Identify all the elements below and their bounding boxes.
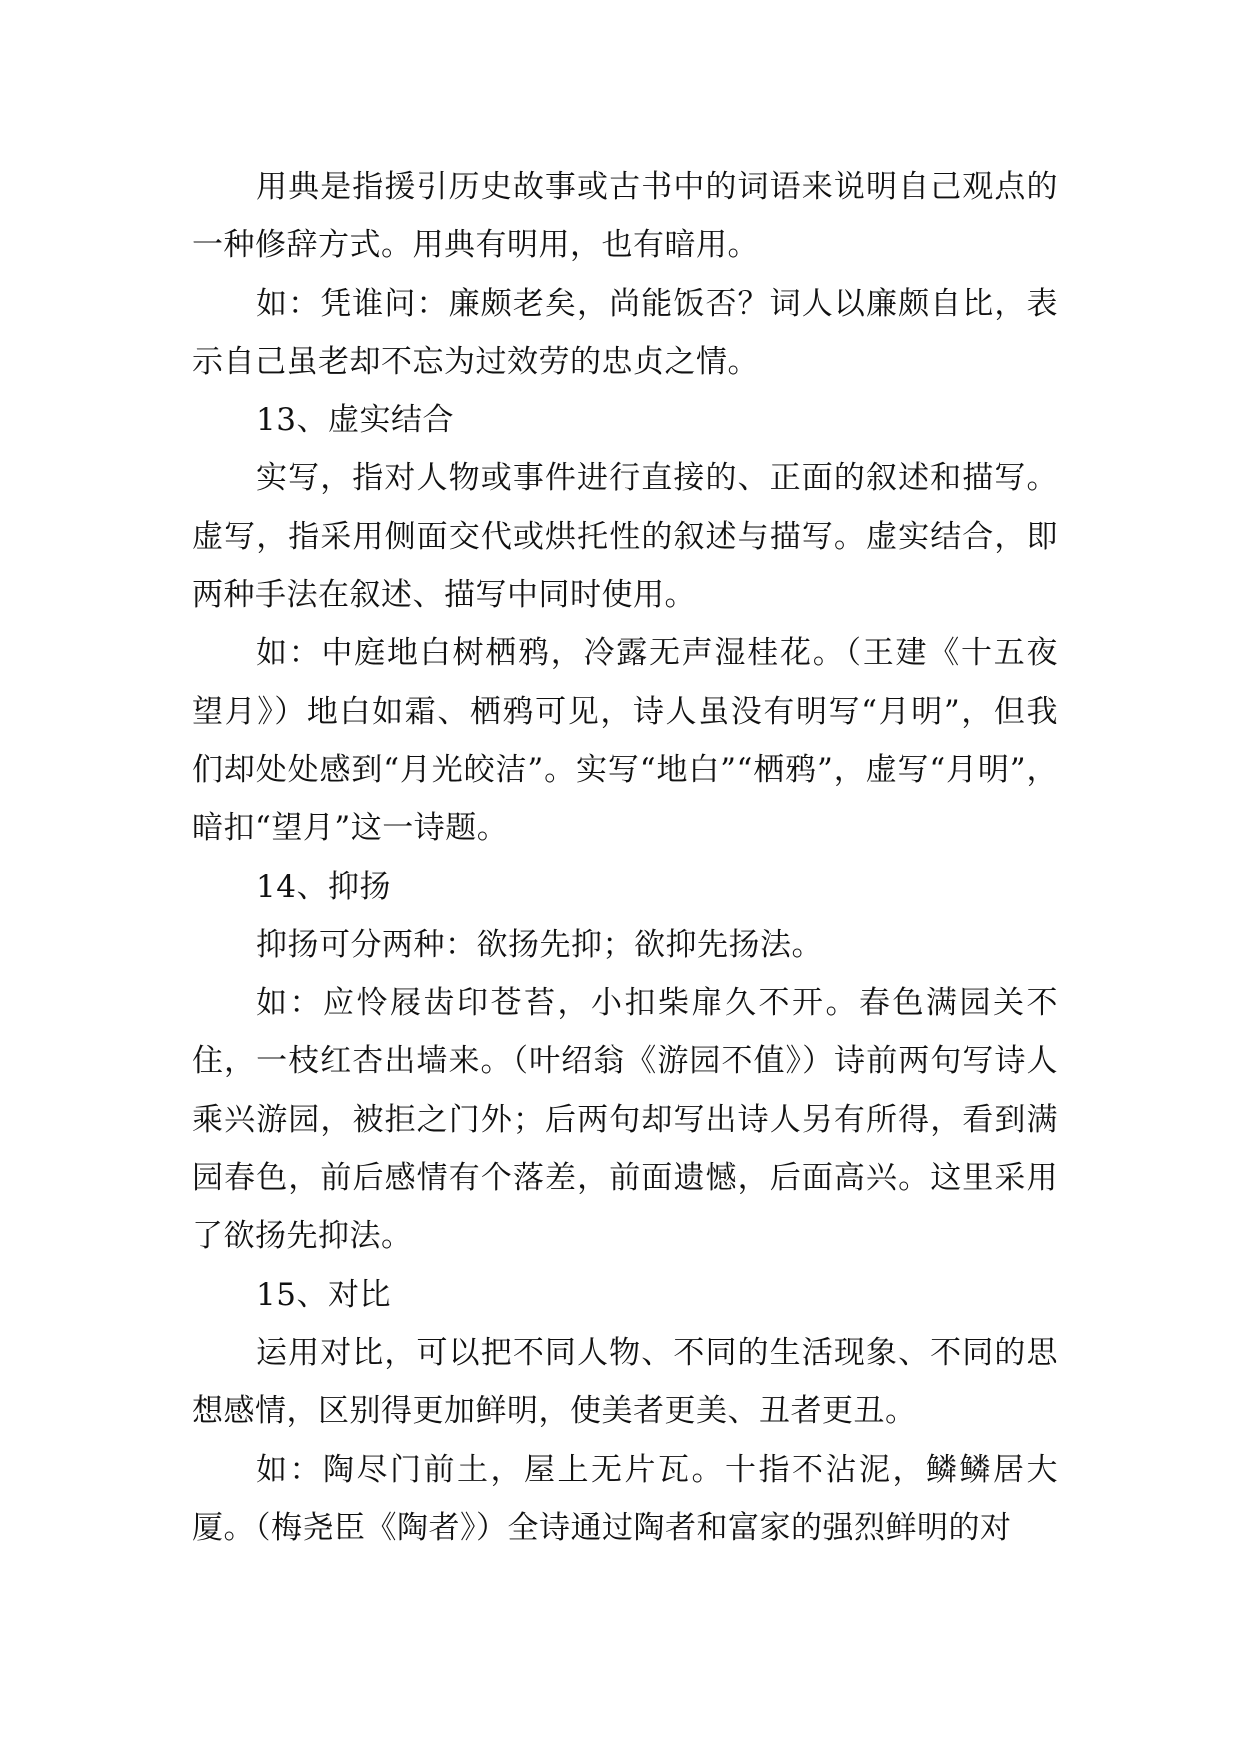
paragraph-contrast-rise-example: 如：应怜屐齿印苍苔，小扣柴扉久不开。春色满园关不住，一枝红杏出墙来。（叶绍翁《游园不值》）诗前两句写诗人乘兴游园，被拒之门外；后两句却写出诗人另有所得，看到满园春色，前后感情有个落差，前面遗憾，后面高兴。这里采用了欲扬先抑法。 — [192, 985, 1058, 1255]
heading-section-14: 14、抑扬 — [256, 868, 391, 905]
heading-section-15: 15、对比 — [256, 1276, 391, 1313]
document-body — [192, 158, 1058, 1557]
heading-section-13: 13、虚实结合 — [256, 402, 454, 439]
paragraph-contrast-rise-definition: 抑扬可分两种：欲扬先抑；欲抑先扬法。 — [256, 926, 823, 963]
paragraph-comparison-definition: 运用对比，可以把不同人物、不同的生活现象、不同的思想感情，区别得更加鲜明，使美者更美、丑者更丑。 — [192, 1334, 1058, 1430]
paragraph-allusion-example: 如：凭谁问：廉颇老矣，尚能饭否？词人以廉颇自比，表示自己虽老却不忘为过效劳的忠贞之情。 — [192, 285, 1058, 380]
paragraph-comparison-example: 如：陶尽门前土，屋上无片瓦。十指不沾泥，鳞鳞居大厦。（梅尧臣《陶者》）全诗通过陶者和富家的强烈鲜明的对 — [192, 1451, 1058, 1546]
paragraph-real-virtual-definition: 实写，指对人物或事件进行直接的、正面的叙述和描写。虚写，指采用侧面交代或烘托性的叙述与描写。虚实结合，即两种手法在叙述、描写中同时使用。 — [192, 460, 1058, 614]
paragraph-allusion-definition: 用典是指援引历史故事或古书中的词语来说明自己观点的一种修辞方式。用典有明用，也有暗用。 — [192, 169, 1058, 264]
paragraph-real-virtual-example: 如：中庭地白树栖鸦，冷露无声湿桂花。（王建《十五夜望月》）地白如霜、栖鸦可见，诗人虽没有明写“月明”，但我们却处处感到“月光皎洁”。实写“地白”“栖鸦”，虚写“月明”，暗扣“望月”这一诗题。 — [192, 635, 1058, 847]
